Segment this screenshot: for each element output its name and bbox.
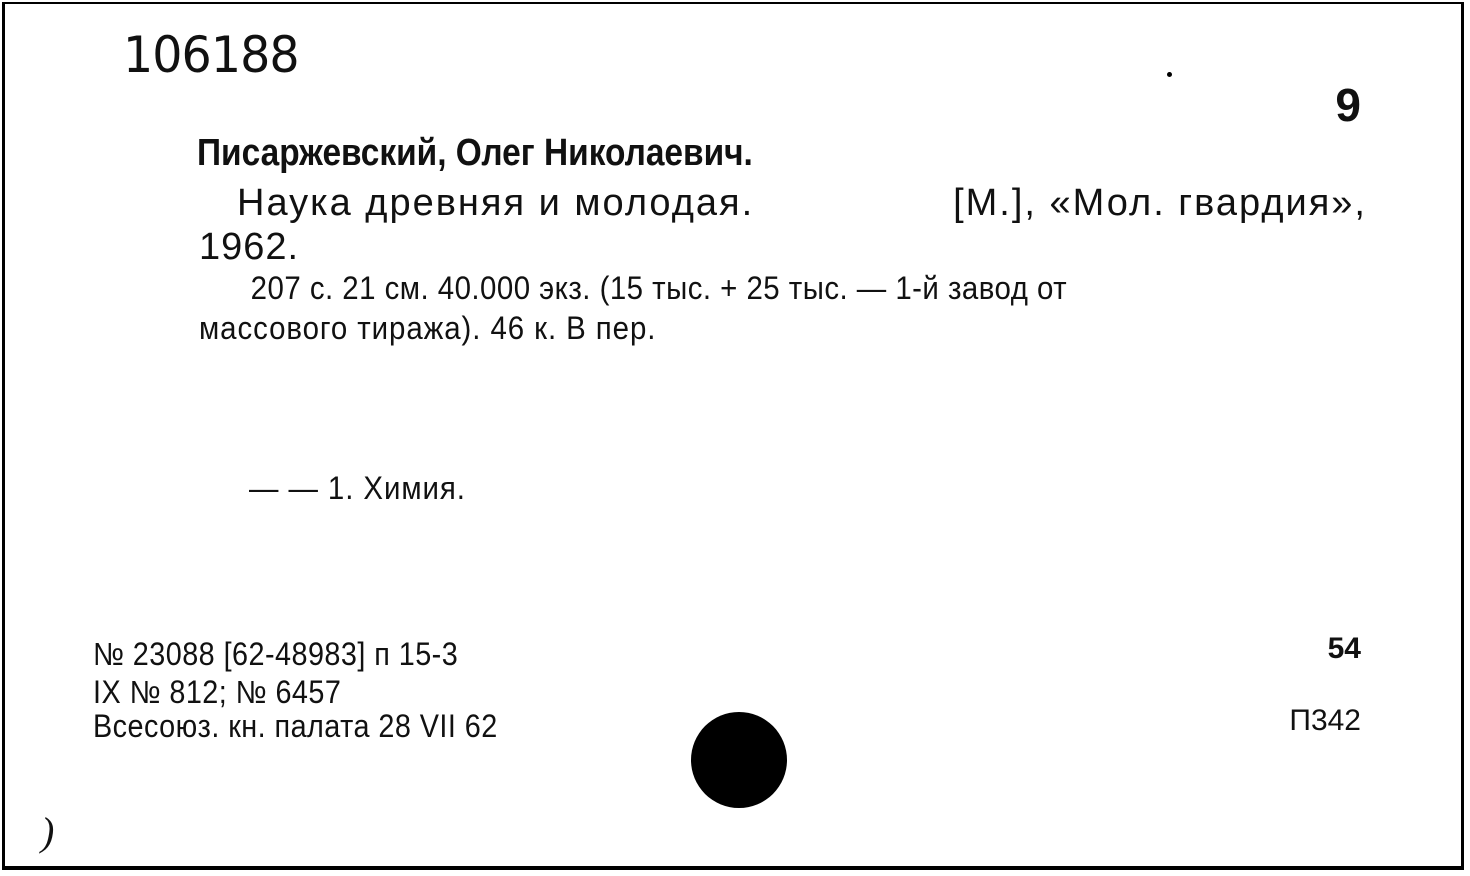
footer-reference: IX № 812; № 6457 — [93, 674, 342, 710]
card-number: 9 — [1335, 79, 1361, 131]
margin-mark: ) — [41, 809, 55, 854]
publication-year: 1962. — [199, 226, 300, 268]
catalog-card — [2, 2, 1464, 870]
title-line — [201, 182, 1367, 225]
physical-description-line-2: массового тиража). 46 к. В пер. — [199, 310, 657, 346]
author-heading: Писаржевский, Олег Николаевич. — [197, 132, 753, 174]
handwritten-accession-number: 106188 — [123, 26, 299, 84]
classification-number: 54 — [1327, 632, 1361, 665]
footer-record-number: № 23088 [62-48983] п 15-3 — [93, 636, 459, 672]
book-title: Наука древняя и молодая. — [237, 182, 755, 224]
subject-heading: — — 1. Химия. — [249, 470, 466, 506]
physical-description-line-1: 207 с. 21 см. 40.000 экз. (15 тыс. + 25 тыс. — 1-й завод от — [250, 270, 1068, 306]
punch-hole — [691, 712, 787, 808]
ink-dot — [1167, 72, 1172, 77]
publisher: [М.], «Мол. гвардия», — [953, 182, 1367, 224]
footer-chamber-date: Всесоюз. кн. палата 28 VII 62 — [93, 708, 498, 744]
author-mark: П342 — [1289, 704, 1361, 737]
